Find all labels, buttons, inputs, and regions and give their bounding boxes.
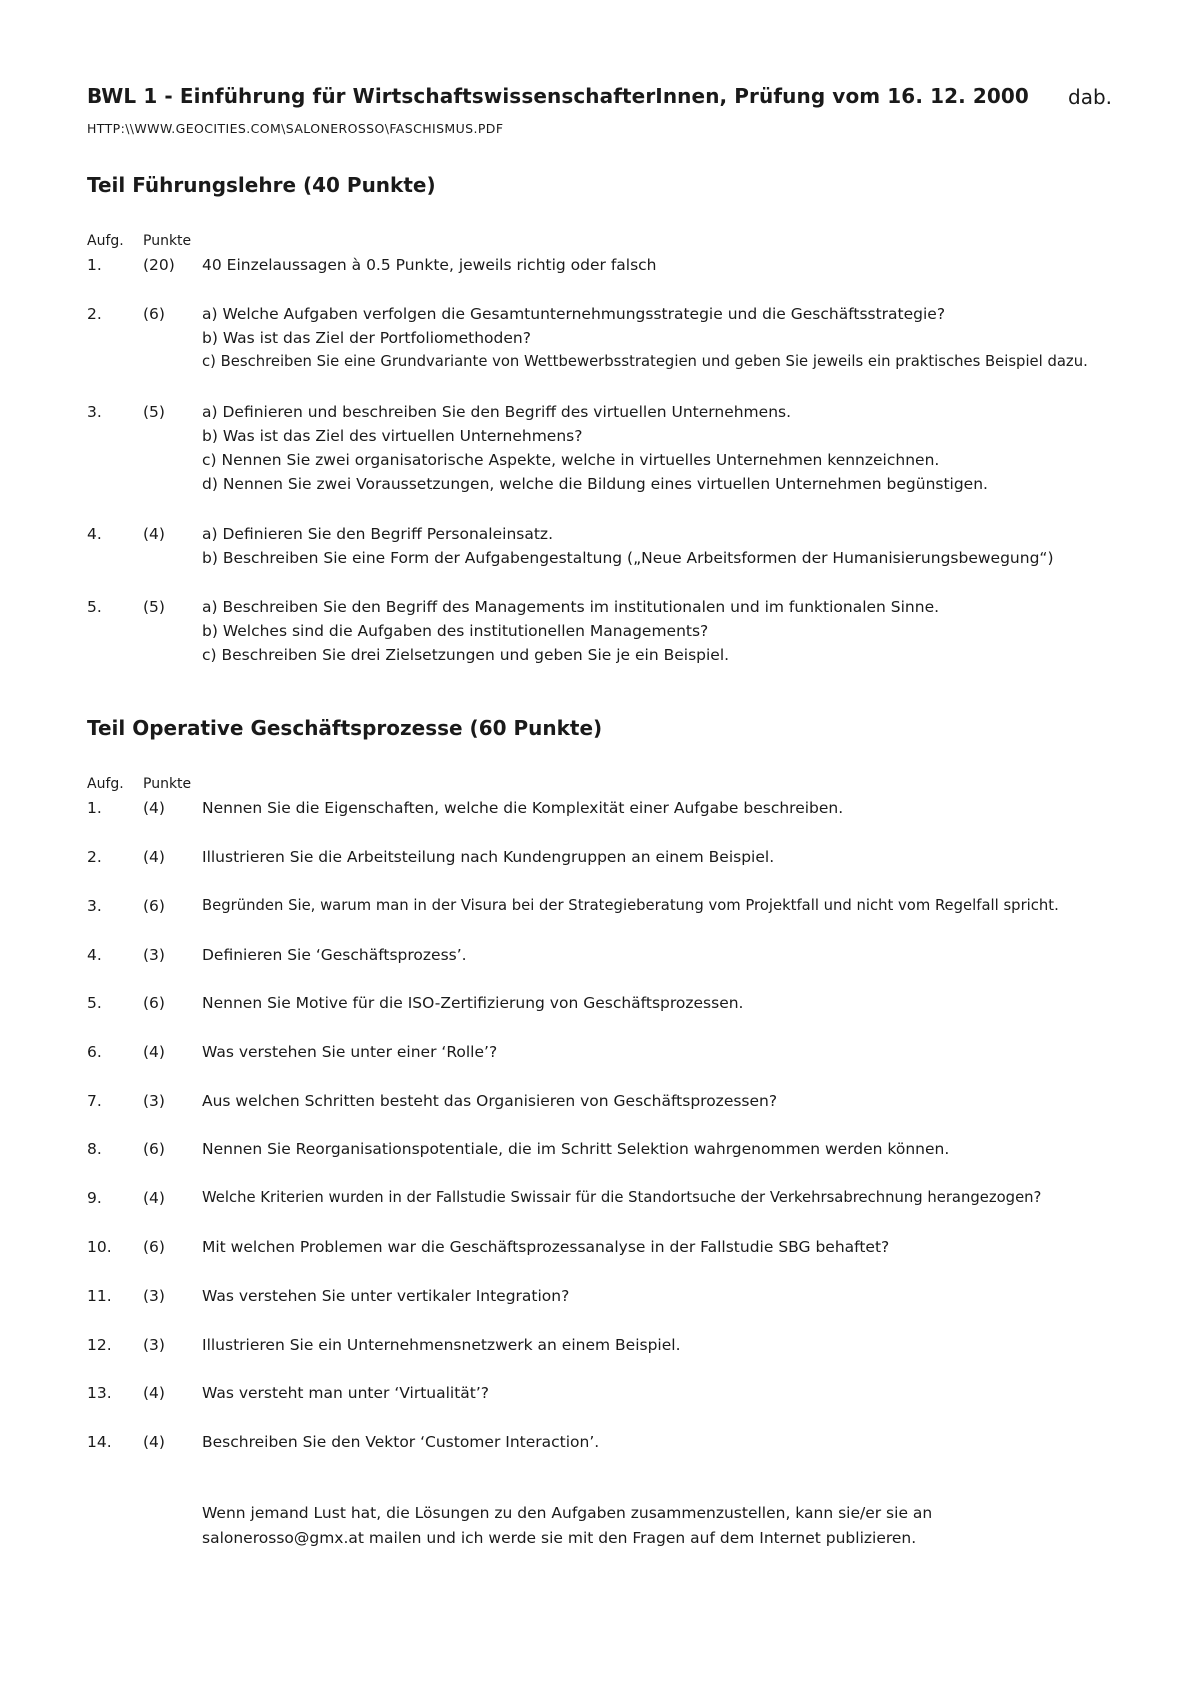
question-text: c) Beschreiben Sie drei Zielsetzungen und geben Sie je ein Beispiel. xyxy=(202,646,730,664)
question-text: b) Beschreiben Sie eine Form der Aufgabengestaltung („Neue Arbeitsformen der Humanisierungsbewegung“) xyxy=(202,549,1054,567)
question-text: c) Beschreiben Sie eine Grundvariante von Wettbewerbsstrategien und geben Sie jeweils ein praktisches Beispiel dazu. xyxy=(202,353,1088,370)
question-text: Aus welchen Schritten besteht das Organisieren von Geschäftsprozessen? xyxy=(202,1092,778,1110)
question-number: 5. xyxy=(87,598,102,616)
question-text: Mit welchen Problemen war die Geschäftsprozessanalyse in der Fallstudie SBG behaftet? xyxy=(202,1238,890,1256)
question-points: (3) xyxy=(143,1287,165,1305)
question-text: Was verstehen Sie unter einer ‘Rolle’? xyxy=(202,1043,498,1061)
question-points: (3) xyxy=(143,946,165,964)
question-number: 6. xyxy=(87,1043,102,1061)
question-text: Illustrieren Sie die Arbeitsteilung nach Kundengruppen an einem Beispiel. xyxy=(202,848,775,866)
question-number: 9. xyxy=(87,1189,102,1207)
question-text: Beschreiben Sie den Vektor ‘Customer Interaction’. xyxy=(202,1433,600,1451)
question-number: 8. xyxy=(87,1140,102,1158)
section-title-geschaeftsprozesse: Teil Operative Geschäftsprozesse (60 Punkte) xyxy=(87,716,603,740)
author-initials: dab. xyxy=(1068,85,1113,109)
closing-note xyxy=(202,1501,932,1551)
question-number: 5. xyxy=(87,994,102,1012)
question-text: a) Definieren und beschreiben Sie den Begriff des virtuellen Unternehmens. xyxy=(202,403,792,421)
question-number: 14. xyxy=(87,1433,112,1451)
question-points: (5) xyxy=(143,403,165,421)
column-header-aufg: Aufg. xyxy=(87,776,124,792)
column-header-punkte: Punkte xyxy=(143,233,192,249)
question-number: 11. xyxy=(87,1287,112,1305)
question-points: (6) xyxy=(143,305,165,323)
question-text: a) Welche Aufgaben verfolgen die Gesamtunternehmungsstrategie und die Geschäftsstrategie? xyxy=(202,305,946,323)
column-header-punkte: Punkte xyxy=(143,776,192,792)
question-number: 1. xyxy=(87,256,102,274)
question-text: b) Welches sind die Aufgaben des institutionellen Managements? xyxy=(202,622,709,640)
question-points: (6) xyxy=(143,897,165,915)
question-text: Nennen Sie Reorganisationspotentiale, die im Schritt Selektion wahrgenommen werden können. xyxy=(202,1140,950,1158)
question-points: (4) xyxy=(143,799,165,817)
question-points: (4) xyxy=(143,1384,165,1402)
section-title-fuehrungslehre: Teil Führungslehre (40 Punkte) xyxy=(87,173,436,197)
question-points: (4) xyxy=(143,1189,165,1207)
question-number: 4. xyxy=(87,946,102,964)
question-number: 7. xyxy=(87,1092,102,1110)
question-text: b) Was ist das Ziel des virtuellen Unternehmens? xyxy=(202,427,583,445)
question-text: Definieren Sie ‘Geschäftsprozess’. xyxy=(202,946,467,964)
question-points: (3) xyxy=(143,1336,165,1354)
question-number: 3. xyxy=(87,897,102,915)
question-points: (5) xyxy=(143,598,165,616)
question-number: 4. xyxy=(87,525,102,543)
closing-note-line: salonerosso@gmx.at mailen und ich werde sie mit den Fragen auf dem Internet publizieren. xyxy=(202,1529,917,1547)
question-points: (3) xyxy=(143,1092,165,1110)
question-number: 1. xyxy=(87,799,102,817)
question-text: Welche Kriterien wurden in der Fallstudie Swissair für die Standortsuche der Verkehrsabrechnung herangezogen? xyxy=(202,1189,1042,1206)
question-text: b) Was ist das Ziel der Portfoliomethoden? xyxy=(202,329,531,347)
question-points: (4) xyxy=(143,848,165,866)
question-text: Nennen Sie Motive für die ISO-Zertifizierung von Geschäftsprozessen. xyxy=(202,994,744,1012)
question-text: a) Definieren Sie den Begriff Personaleinsatz. xyxy=(202,525,553,543)
question-number: 10. xyxy=(87,1238,112,1256)
question-points: (6) xyxy=(143,1238,165,1256)
question-text: a) Beschreiben Sie den Begriff des Managements im institutionalen und im funktionalen Sinne. xyxy=(202,598,940,616)
question-text: Was verstehen Sie unter vertikaler Integration? xyxy=(202,1287,570,1305)
question-text: 40 Einzelaussagen à 0.5 Punkte, jeweils richtig oder falsch xyxy=(202,256,657,274)
question-text: Was versteht man unter ‘Virtualität’? xyxy=(202,1384,490,1402)
question-points: (4) xyxy=(143,525,165,543)
question-text: Illustrieren Sie ein Unternehmensnetzwerk an einem Beispiel. xyxy=(202,1336,681,1354)
question-number: 2. xyxy=(87,848,102,866)
source-url: HTTP:\\WWW.GEOCITIES.COM\SALONEROSSO\FASCHISMUS.PDF xyxy=(87,121,504,136)
question-points: (4) xyxy=(143,1043,165,1061)
question-points: (4) xyxy=(143,1433,165,1451)
document-title: BWL 1 - Einführung für WirtschaftswissenschafterInnen, Prüfung vom 16. 12. 2000 xyxy=(87,84,1029,108)
question-number: 3. xyxy=(87,403,102,421)
closing-note-line: Wenn jemand Lust hat, die Lösungen zu den Aufgaben zusammenzustellen, kann sie/er sie an xyxy=(202,1504,933,1522)
question-number: 13. xyxy=(87,1384,112,1402)
column-header-aufg: Aufg. xyxy=(87,233,124,249)
question-points: (20) xyxy=(143,256,175,274)
question-text: c) Nennen Sie zwei organisatorische Aspekte, welche in virtuelles Unternehmen kennzeichnen. xyxy=(202,451,940,469)
question-text: d) Nennen Sie zwei Voraussetzungen, welche die Bildung eines virtuellen Unternehmen begünstigen. xyxy=(202,475,988,493)
question-number: 2. xyxy=(87,305,102,323)
question-text: Nennen Sie die Eigenschaften, welche die Komplexität einer Aufgabe beschreiben. xyxy=(202,799,844,817)
question-points: (6) xyxy=(143,994,165,1012)
question-text: Begründen Sie, warum man in der Visura bei der Strategieberatung vom Projektfall und nicht vom Regelfall spricht. xyxy=(202,897,1059,914)
question-points: (6) xyxy=(143,1140,165,1158)
question-number: 12. xyxy=(87,1336,112,1354)
